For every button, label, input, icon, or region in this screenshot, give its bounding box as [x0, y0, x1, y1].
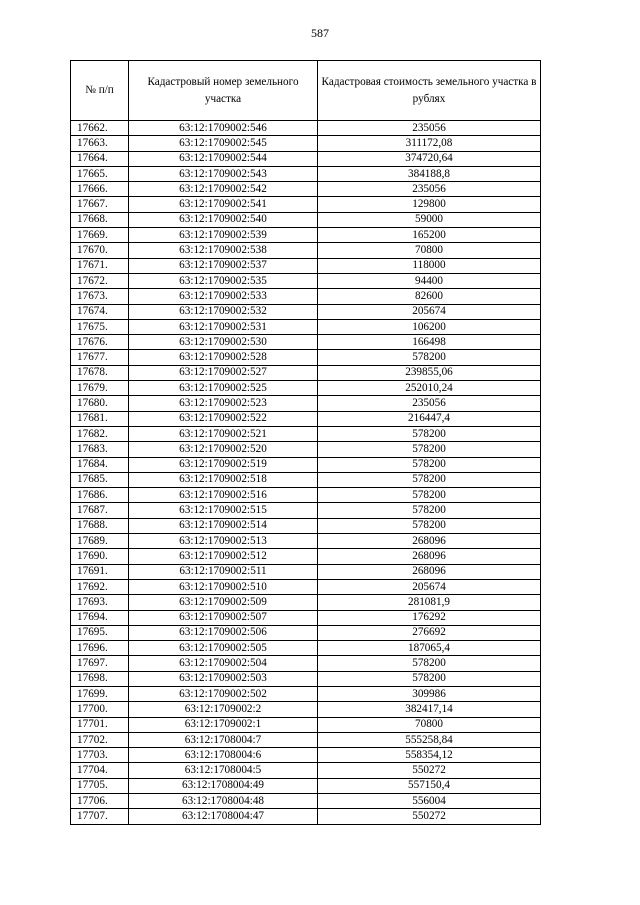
cadastral-number-cell: 63:12:1709002:533 — [129, 289, 318, 304]
cadastral-number-cell: 63:12:1709002:532 — [129, 304, 318, 319]
row-number-cell: 17673. — [71, 289, 129, 304]
row-number-cell: 17663. — [71, 136, 129, 151]
row-number-cell: 17707. — [71, 809, 129, 824]
cadastral-number-cell: 63:12:1709002:522 — [129, 411, 318, 426]
table-row — [71, 656, 541, 671]
table-row — [71, 258, 541, 273]
cadastral-number-cell: 63:12:1709002:504 — [129, 656, 318, 671]
cadastral-number-cell: 63:12:1709002:509 — [129, 595, 318, 610]
row-number-cell: 17671. — [71, 258, 129, 273]
table-row — [71, 702, 541, 717]
cadastral-value-cell: 70800 — [318, 717, 541, 732]
cadastral-number-cell: 63:12:1709002:540 — [129, 212, 318, 227]
row-number-cell: 17698. — [71, 671, 129, 686]
cadastral-value-cell: 276692 — [318, 625, 541, 640]
cadastral-value-cell: 165200 — [318, 228, 541, 243]
cadastral-number-cell: 63:12:1709002:1 — [129, 717, 318, 732]
row-number-cell: 17664. — [71, 151, 129, 166]
table-row — [71, 579, 541, 594]
cadastral-value-cell: 578200 — [318, 442, 541, 457]
cadastral-value-cell: 557150,4 — [318, 778, 541, 793]
cadastral-value-cell: 205674 — [318, 579, 541, 594]
cadastral-number-cell: 63:12:1709002:544 — [129, 151, 318, 166]
table-row — [71, 763, 541, 778]
cadastral-number-cell: 63:12:1709002:535 — [129, 273, 318, 288]
table-row — [71, 121, 541, 136]
row-number-cell: 17693. — [71, 595, 129, 610]
cadastral-number-cell: 63:12:1709002:542 — [129, 182, 318, 197]
cadastral-number-cell: 63:12:1709002:510 — [129, 579, 318, 594]
cadastral-value-cell: 205674 — [318, 304, 541, 319]
table-row — [71, 518, 541, 533]
cadastral-value-cell: 555258,84 — [318, 732, 541, 747]
table-row — [71, 488, 541, 503]
table-row — [71, 549, 541, 564]
cadastral-number-cell: 63:12:1709002:513 — [129, 534, 318, 549]
table-row — [71, 809, 541, 824]
table-row — [71, 472, 541, 487]
cadastral-value-cell: 550272 — [318, 809, 541, 824]
cadastral-value-cell: 252010,24 — [318, 381, 541, 396]
table-row — [71, 534, 541, 549]
cadastral-number-cell: 63:12:1708004:47 — [129, 809, 318, 824]
cadastral-value-cell: 550272 — [318, 763, 541, 778]
cadastral-number-cell: 63:12:1709002:546 — [129, 121, 318, 136]
table-row — [71, 243, 541, 258]
cadastral-value-cell: 578200 — [318, 518, 541, 533]
row-number-cell: 17689. — [71, 534, 129, 549]
cadastral-number-cell: 63:12:1709002:531 — [129, 319, 318, 334]
cadastral-number-cell: 63:12:1709002:528 — [129, 350, 318, 365]
cadastral-number-cell: 63:12:1709002:545 — [129, 136, 318, 151]
cadastral-number-cell: 63:12:1709002:525 — [129, 381, 318, 396]
table-row — [71, 182, 541, 197]
cadastral-number-cell: 63:12:1709002:505 — [129, 641, 318, 656]
cadastral-number-cell: 63:12:1709002:530 — [129, 335, 318, 350]
cadastral-value-cell: 70800 — [318, 243, 541, 258]
row-number-cell: 17668. — [71, 212, 129, 227]
row-number-cell: 17680. — [71, 396, 129, 411]
row-number-cell: 17682. — [71, 426, 129, 441]
table-row — [71, 686, 541, 701]
table-row — [71, 350, 541, 365]
table-row — [71, 136, 541, 151]
cadastral-number-cell: 63:12:1709002:2 — [129, 702, 318, 717]
row-number-cell: 17704. — [71, 763, 129, 778]
row-number-cell: 17706. — [71, 794, 129, 809]
cadastral-number-cell: 63:12:1709002:507 — [129, 610, 318, 625]
row-number-cell: 17701. — [71, 717, 129, 732]
cadastral-number-cell: 63:12:1709002:514 — [129, 518, 318, 533]
row-number-cell: 17669. — [71, 228, 129, 243]
row-number-cell: 17685. — [71, 472, 129, 487]
row-number-cell: 17670. — [71, 243, 129, 258]
cadastral-value-cell: 578200 — [318, 472, 541, 487]
table-row — [71, 625, 541, 640]
table-row — [71, 273, 541, 288]
cadastral-value-cell: 129800 — [318, 197, 541, 212]
cadastral-value-cell: 82600 — [318, 289, 541, 304]
table-row — [71, 166, 541, 181]
table-row — [71, 212, 541, 227]
cadastral-value-cell: 578200 — [318, 350, 541, 365]
cadastral-number-cell: 63:12:1709002:511 — [129, 564, 318, 579]
table-row — [71, 365, 541, 380]
table-row — [71, 641, 541, 656]
cadastral-value-cell: 176292 — [318, 610, 541, 625]
cadastral-value-cell: 166498 — [318, 335, 541, 350]
table-row — [71, 289, 541, 304]
cadastral-value-cell: 311172,08 — [318, 136, 541, 151]
row-number-cell: 17687. — [71, 503, 129, 518]
cadastral-value-table — [70, 60, 541, 825]
table-row — [71, 595, 541, 610]
table-row — [71, 671, 541, 686]
table-row — [71, 228, 541, 243]
cadastral-value-cell: 268096 — [318, 549, 541, 564]
row-number-cell: 17694. — [71, 610, 129, 625]
cadastral-value-cell: 235056 — [318, 182, 541, 197]
cadastral-number-cell: 63:12:1709002:519 — [129, 457, 318, 472]
table-row — [71, 396, 541, 411]
row-number-cell: 17700. — [71, 702, 129, 717]
cadastral-value-cell: 94400 — [318, 273, 541, 288]
cadastral-number-cell: 63:12:1709002:503 — [129, 671, 318, 686]
row-number-cell: 17702. — [71, 732, 129, 747]
cadastral-value-cell: 374720,64 — [318, 151, 541, 166]
cadastral-number-cell: 63:12:1708004:48 — [129, 794, 318, 809]
table-row — [71, 319, 541, 334]
row-number-cell: 17692. — [71, 579, 129, 594]
table-row — [71, 748, 541, 763]
cadastral-number-cell: 63:12:1709002:521 — [129, 426, 318, 441]
header-cadastral-number: Кадастровый номер земельного участка — [129, 61, 318, 121]
row-number-cell: 17688. — [71, 518, 129, 533]
table-header — [71, 61, 541, 121]
table-body — [71, 121, 541, 825]
cadastral-number-cell: 63:12:1708004:5 — [129, 763, 318, 778]
table-row — [71, 411, 541, 426]
cadastral-value-cell: 268096 — [318, 534, 541, 549]
cadastral-number-cell: 63:12:1709002:512 — [129, 549, 318, 564]
row-number-cell: 17683. — [71, 442, 129, 457]
cadastral-value-cell: 558354,12 — [318, 748, 541, 763]
row-number-cell: 17667. — [71, 197, 129, 212]
cadastral-number-cell: 63:12:1709002:520 — [129, 442, 318, 457]
table-row — [71, 610, 541, 625]
page-number: 587 — [311, 26, 329, 40]
cadastral-value-cell: 235056 — [318, 396, 541, 411]
table-row — [71, 442, 541, 457]
row-number-cell: 17662. — [71, 121, 129, 136]
row-number-cell: 17699. — [71, 686, 129, 701]
table-row — [71, 564, 541, 579]
row-number-cell: 17674. — [71, 304, 129, 319]
cadastral-value-cell: 106200 — [318, 319, 541, 334]
cadastral-value-cell: 578200 — [318, 503, 541, 518]
table-row — [71, 381, 541, 396]
table-row — [71, 426, 541, 441]
row-number-cell: 17679. — [71, 381, 129, 396]
row-number-cell: 17684. — [71, 457, 129, 472]
cadastral-number-cell: 63:12:1709002:516 — [129, 488, 318, 503]
cadastral-number-cell: 63:12:1709002:506 — [129, 625, 318, 640]
row-number-cell: 17665. — [71, 166, 129, 181]
row-number-cell: 17675. — [71, 319, 129, 334]
table-row — [71, 304, 541, 319]
row-number-cell: 17678. — [71, 365, 129, 380]
header-row-number: № п/п — [71, 61, 129, 121]
row-number-cell: 17695. — [71, 625, 129, 640]
cadastral-number-cell: 63:12:1708004:6 — [129, 748, 318, 763]
cadastral-number-cell: 63:12:1709002:518 — [129, 472, 318, 487]
cadastral-value-cell: 556004 — [318, 794, 541, 809]
table-row — [71, 335, 541, 350]
header-row — [71, 61, 541, 121]
table-row — [71, 457, 541, 472]
cadastral-value-cell: 578200 — [318, 656, 541, 671]
row-number-cell: 17691. — [71, 564, 129, 579]
table-row — [71, 197, 541, 212]
cadastral-number-cell: 63:12:1709002:527 — [129, 365, 318, 380]
row-number-cell: 17696. — [71, 641, 129, 656]
cadastral-value-cell: 578200 — [318, 457, 541, 472]
cadastral-number-cell: 63:12:1709002:539 — [129, 228, 318, 243]
cadastral-value-cell: 578200 — [318, 426, 541, 441]
cadastral-value-cell: 384188,8 — [318, 166, 541, 181]
table-row — [71, 732, 541, 747]
cadastral-value-cell: 239855,06 — [318, 365, 541, 380]
row-number-cell: 17677. — [71, 350, 129, 365]
cadastral-number-cell: 63:12:1709002:541 — [129, 197, 318, 212]
cadastral-value-cell: 118000 — [318, 258, 541, 273]
cadastral-value-cell: 59000 — [318, 212, 541, 227]
cadastral-number-cell: 63:12:1709002:515 — [129, 503, 318, 518]
table-row — [71, 151, 541, 166]
cadastral-value-cell: 382417,14 — [318, 702, 541, 717]
cadastral-value-cell: 187065,4 — [318, 641, 541, 656]
cadastral-value-cell: 216447,4 — [318, 411, 541, 426]
row-number-cell: 17690. — [71, 549, 129, 564]
row-number-cell: 17666. — [71, 182, 129, 197]
cadastral-value-cell: 268096 — [318, 564, 541, 579]
row-number-cell: 17672. — [71, 273, 129, 288]
cadastral-value-cell: 578200 — [318, 671, 541, 686]
header-cadastral-value: Кадастровая стоимость земельного участка в рублях — [318, 61, 541, 121]
row-number-cell: 17697. — [71, 656, 129, 671]
row-number-cell: 17686. — [71, 488, 129, 503]
table-row — [71, 717, 541, 732]
cadastral-number-cell: 63:12:1709002:537 — [129, 258, 318, 273]
cadastral-number-cell: 63:12:1709002:543 — [129, 166, 318, 181]
cadastral-value-cell: 235056 — [318, 121, 541, 136]
cadastral-number-cell: 63:12:1709002:502 — [129, 686, 318, 701]
row-number-cell: 17681. — [71, 411, 129, 426]
cadastral-value-cell: 281081,9 — [318, 595, 541, 610]
cadastral-number-cell: 63:12:1708004:7 — [129, 732, 318, 747]
cadastral-number-cell: 63:12:1709002:538 — [129, 243, 318, 258]
table-row — [71, 778, 541, 793]
table-row — [71, 503, 541, 518]
table-row — [71, 794, 541, 809]
row-number-cell: 17676. — [71, 335, 129, 350]
cadastral-number-cell: 63:12:1708004:49 — [129, 778, 318, 793]
row-number-cell: 17705. — [71, 778, 129, 793]
row-number-cell: 17703. — [71, 748, 129, 763]
cadastral-value-cell: 309986 — [318, 686, 541, 701]
cadastral-value-cell: 578200 — [318, 488, 541, 503]
cadastral-number-cell: 63:12:1709002:523 — [129, 396, 318, 411]
